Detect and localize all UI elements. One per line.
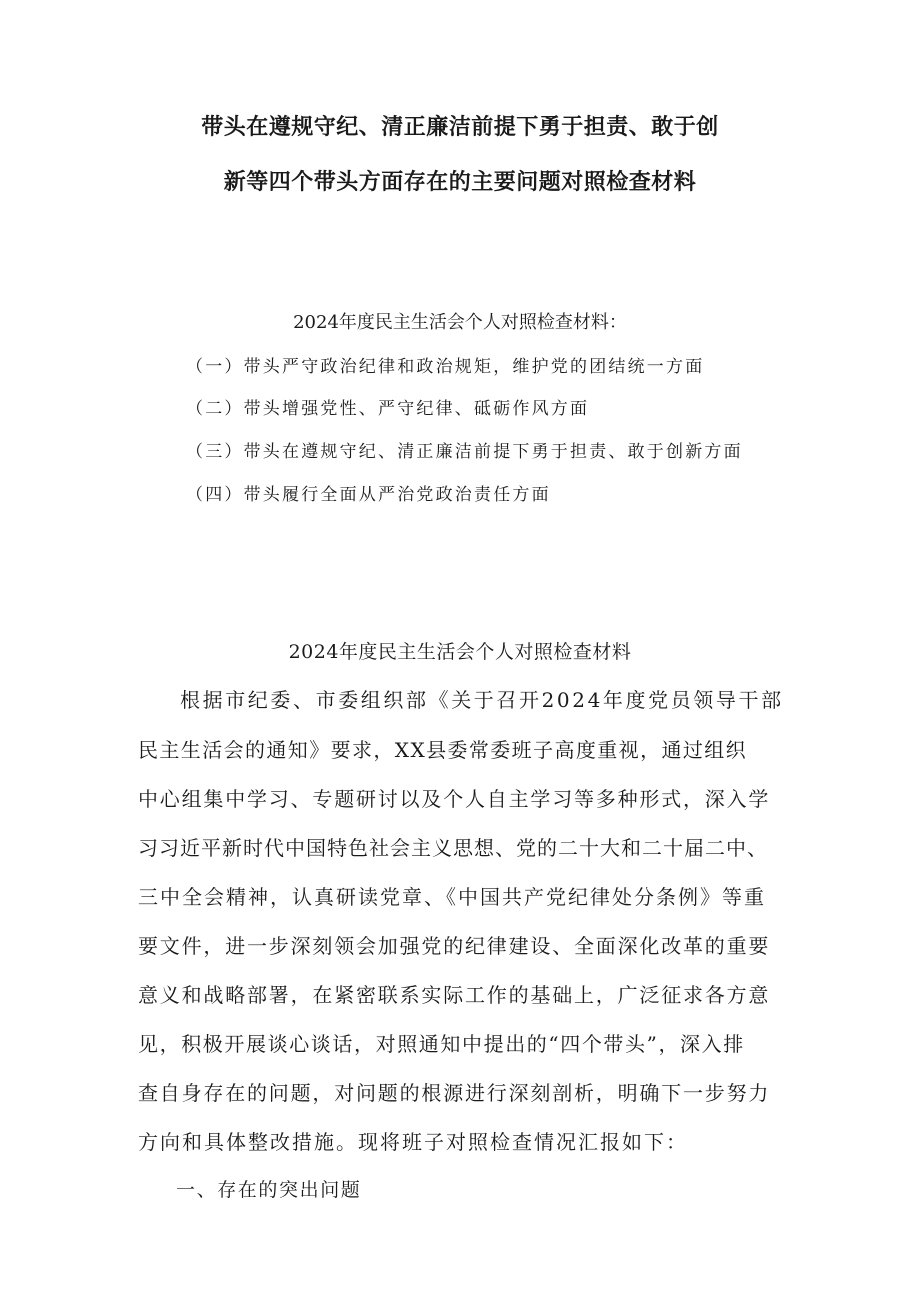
- document-title-line-1: 带头在遵规守纪、清正廉洁前提下勇于担责、敢于创: [201, 115, 719, 140]
- toc-heading: 2024年度民主生活会个人对照检查材料：: [293, 312, 627, 333]
- toc-item-4: （四）带头履行全面从严治党政治责任方面: [186, 485, 551, 505]
- body-line-7: 意义和战略部署，在紧密联系实际工作的基础上，广泛征求各方意: [138, 983, 771, 1007]
- document-title-line-2: 新等四个带头方面存在的主要问题对照检查材料: [223, 170, 697, 195]
- body-line-8: 见，积极开展谈心谈话，对照通知中提出的“四个带头”，深入排: [138, 1032, 745, 1056]
- body-line-3: 中心组集中学习、专题研讨以及个人自主学习等多种形式，深入学: [138, 787, 771, 811]
- body-line-2: 民主生活会的通知》要求，XX县委常委班子高度重视，通过组织: [138, 738, 748, 762]
- body-line-5: 三中全会精神，认真研读党章、《中国共产党纪律处分条例》等重: [138, 885, 766, 909]
- toc-item-3: （三）带头在遵规守纪、清正廉洁前提下勇于担责、敢于创新方面: [186, 442, 743, 462]
- toc-item-2: （二）带头增强党性、严守纪律、砥砺作风方面: [186, 399, 590, 419]
- body-line-1: 根据市纪委、市委组织部《关于召开2024年度党员领导干部: [180, 688, 784, 712]
- body-line-10: 方向和具体整改措施。现将班子对照检查情况汇报如下：: [138, 1130, 688, 1154]
- body-line-9: 查自身存在的问题，对问题的根源进行深刻剖析，明确下一步努力: [138, 1081, 771, 1105]
- section-heading: 2024年度民主生活会个人对照检查材料: [288, 641, 632, 663]
- sub-heading-problems: 一、存在的突出问题: [176, 1179, 362, 1201]
- toc-item-1: （一）带头严守政治纪律和政治规矩，维护党的团结统一方面: [186, 357, 705, 377]
- body-line-6: 要文件，进一步深刻领会加强党的纪律建设、全面深化改革的重要: [138, 934, 771, 958]
- body-line-4: 习习近平新时代中国特色社会主义思想、党的二十大和二十届二中、: [138, 836, 768, 860]
